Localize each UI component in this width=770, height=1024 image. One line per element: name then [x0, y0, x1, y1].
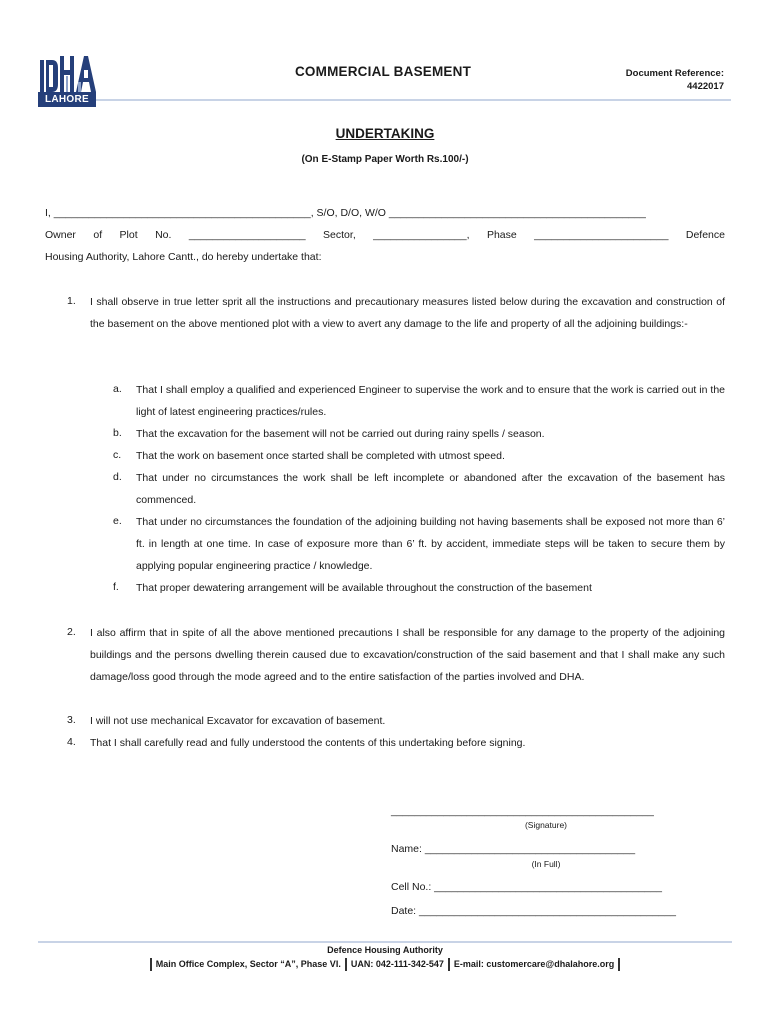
subitem-letter: d. — [113, 471, 122, 483]
subitem-text: That the work on basement once started shall be completed with utmost speed. — [136, 450, 505, 462]
footer-uan: UAN: 042-111-342-547 — [350, 958, 444, 969]
item-text: That I shall carefully read and fully understood the contents of this undertaking before signing. — [90, 737, 526, 749]
subitem-text: That the excavation for the basement will not be carried out during rainy spells / season. — [136, 428, 545, 440]
item-text: I shall observe in true letter sprit all the instructions and precautionary measures listed below during the excavation and construction of the basement on the above mentioned plot with a view to avert any damage to the life and property of all the adjoining buildings:- — [90, 296, 725, 330]
item-number: 3. — [67, 714, 76, 726]
subitem-text: That under no circumstances the foundation of the adjoining building not having basements shall be exposed not more than 6’ ft. in length at one time. In case of exposure more than 6’ ft. by accident, immediate steps will be taken to secure them by applying popular engineering practice / knowledge. — [136, 516, 725, 572]
subitem-text: That I shall employ a qualified and experienced Engineer to supervise the work and to ensure that the work is carried out in the light of latest engineering practices/rules. — [136, 384, 725, 418]
intro-word: of — [93, 229, 103, 241]
date-field: Date: ____________________________________________ — [391, 905, 676, 917]
subitem-text: That under no circumstances the work shall be left incomplete or abandoned after the excavation of the basement has commenced. — [136, 472, 725, 506]
intro-word: Phase — [486, 229, 517, 241]
item-text: I also affirm that in spite of all the above mentioned precautions I shall be responsible for any damage to the property of the adjoining buildings and the persons dwelling therein caused due to excavation/construction of the said basement and that I shall make any such damage/loss good through the mode agreed and to the entire satisfaction of the parties involved and DHA. — [90, 627, 725, 683]
item-number: 4. — [67, 736, 76, 748]
intro-line-3: Housing Authority, Lahore Cantt., do hereby undertake that: — [45, 251, 322, 263]
intro-line-2 — [45, 229, 725, 245]
item-number: 2. — [67, 626, 76, 638]
signature-label: (Signature) — [524, 820, 568, 830]
cell-field: Cell No.: _______________________________________ — [391, 881, 662, 893]
logo-text: LAHORE — [44, 94, 90, 105]
intro-word: Owner — [45, 229, 76, 241]
signature-line: _____________________________________________ — [391, 805, 654, 817]
sector-blank: ________________, — [373, 229, 470, 241]
subitem-letter: a. — [113, 383, 122, 395]
reference-value: 4422017 — [687, 81, 724, 92]
footer-title: Defence Housing Authority — [327, 945, 443, 955]
stamp-paper-note: (On E-Stamp Paper Worth Rs.100/-) — [301, 154, 469, 165]
intro-word: Defence — [685, 229, 725, 241]
divider — [448, 958, 450, 971]
intro-line-1: I, ____________________________________________, S/O, D/O, W/O ____________________________________________ — [45, 207, 646, 219]
footer-rule — [38, 941, 732, 943]
dha-logo — [38, 52, 96, 108]
phase-blank: _______________________ — [534, 229, 669, 241]
undertaking-title: UNDERTAKING — [335, 126, 435, 141]
item-number: 1. — [67, 295, 76, 307]
footer-address: Main Office Complex, Sector “A”, Phase VI. — [155, 958, 341, 969]
subitem-letter: c. — [113, 449, 122, 461]
reference-label: Document Reference: — [625, 68, 724, 79]
footer-email: E-mail: customercare@dhalahore.org — [453, 958, 615, 969]
subitem-letter: b. — [113, 427, 122, 439]
plot-number-blank: ____________________ — [188, 229, 306, 241]
document-reference — [560, 67, 724, 93]
subitem-text: That proper dewatering arrangement will be available throughout the construction of the basement — [136, 582, 592, 594]
intro-word: No. — [155, 229, 172, 241]
subitem-letter: f. — [113, 581, 119, 593]
item-text: I will not use mechanical Excavator for excavation of basement. — [90, 715, 386, 727]
divider — [345, 958, 347, 971]
header-rule — [96, 99, 731, 101]
divider — [150, 958, 152, 971]
divider — [618, 958, 620, 971]
dha-logo-mark — [38, 52, 96, 94]
name-field: Name: ____________________________________ — [391, 843, 636, 855]
footer-contact — [0, 958, 770, 971]
in-full-label: (In Full) — [531, 859, 561, 869]
subitem-letter: e. — [113, 515, 122, 527]
document-title: COMMERCIAL BASEMENT — [294, 64, 472, 79]
intro-word: Plot — [119, 229, 138, 241]
intro-word: Sector, — [323, 229, 356, 241]
